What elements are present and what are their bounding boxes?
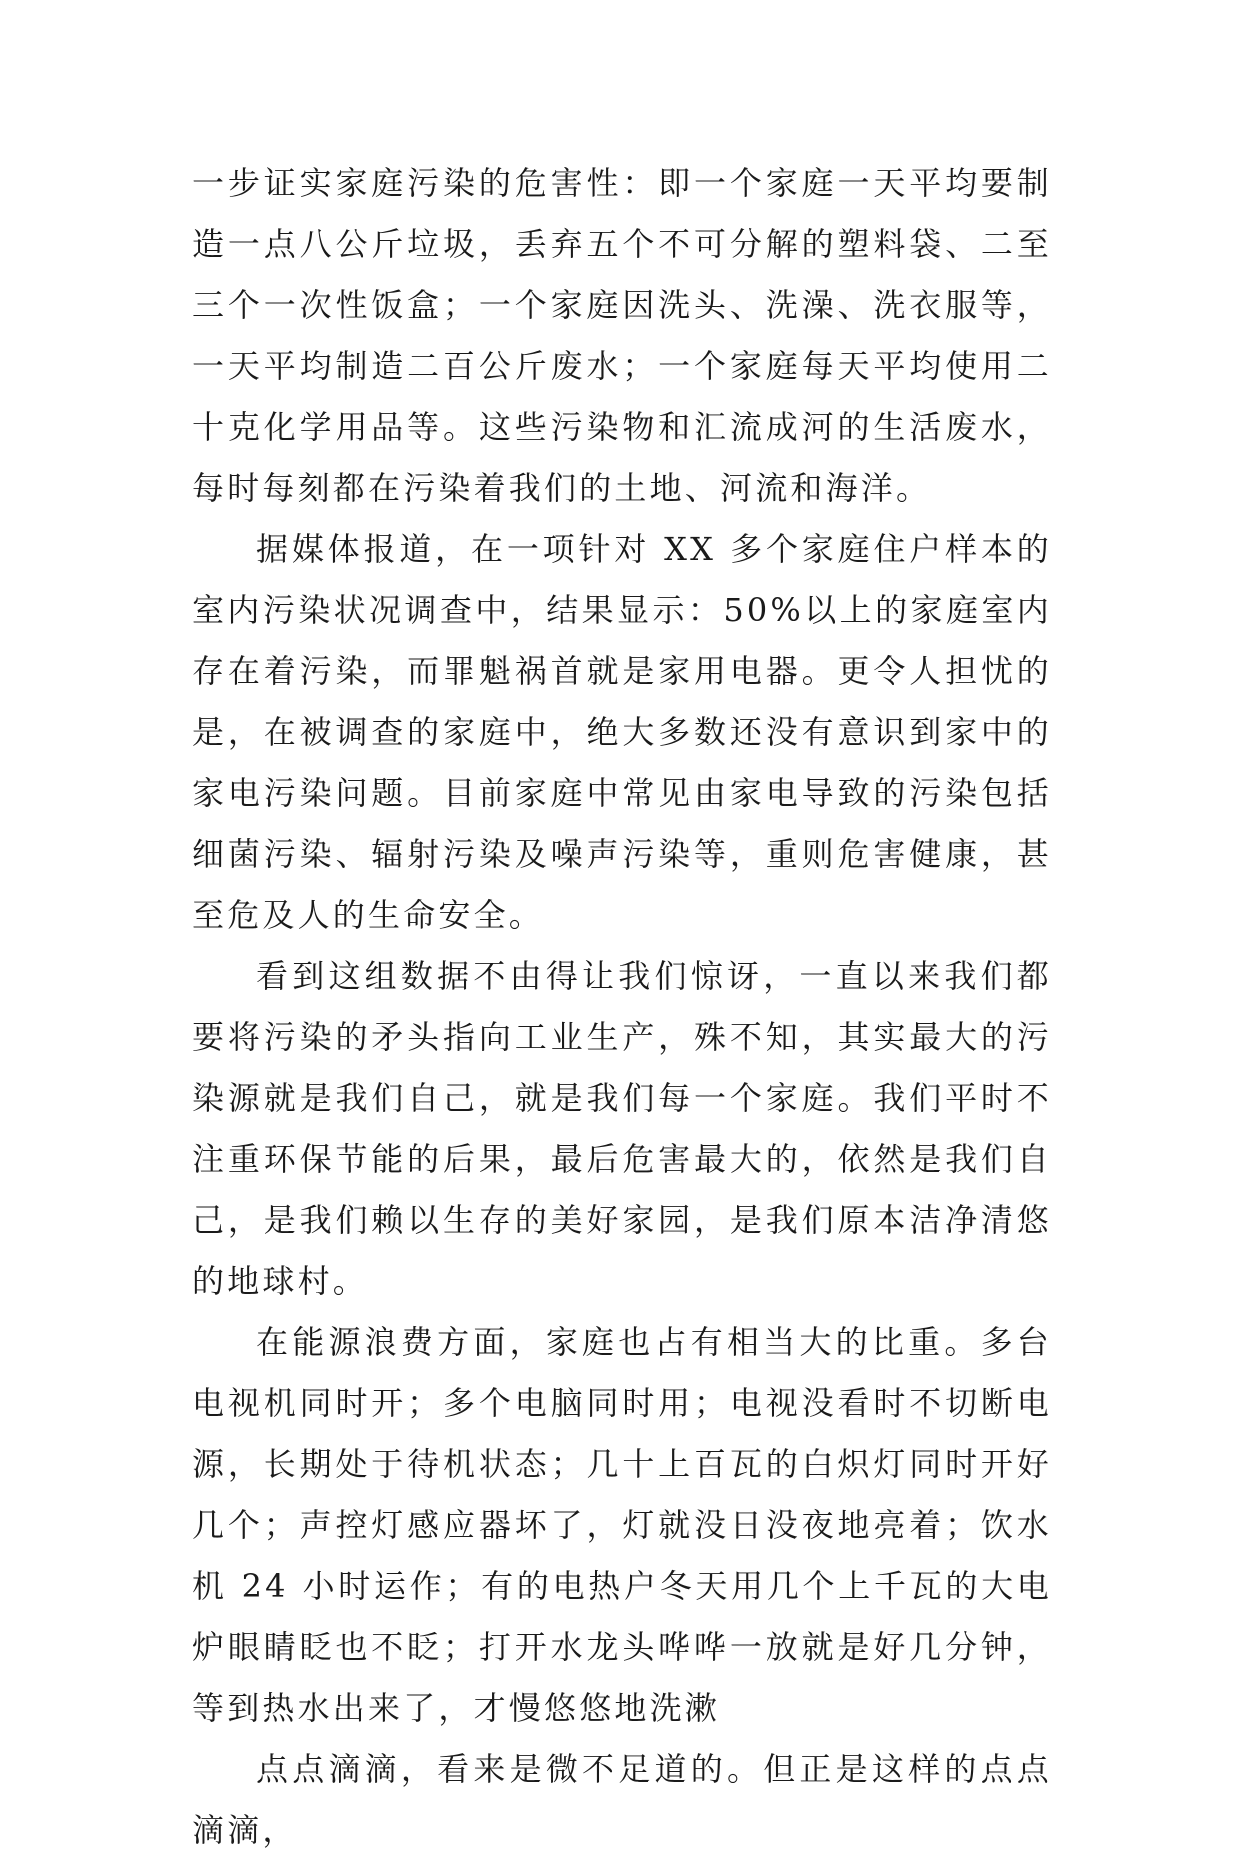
paragraph-conclusion-fragment: 点点滴滴，看来是微不足道的。但正是这样的点点滴滴， (192, 1750, 1052, 1849)
paragraph-media-report: 据媒体报道，在一项针对 XX 多个家庭住户样本的室内污染状况调查中，结果显示：50%以上的家庭室内存在着污染，而罪魁祸首就是家用电器。更令人担忧的是，在被调查的家庭中，绝大多数还没有意识到家中的家电污染问题。目前家庭中常见由家电导致的污染包括细菌污染、辐射污染及噪声污染等，重则危害健康，甚至危及人的生命安全。 (192, 530, 1052, 934)
paragraph-household-pollution-stats: 一步证实家庭污染的危害性：即一个家庭一天平均要制造一点八公斤垃圾，丢弃五个不可分解的塑料袋、二至三个一次性饭盒；一个家庭因洗头、洗澡、洗衣服等，一天平均制造二百公斤废水；一个家庭每天平均使用二十克化学用品等。这些污染物和汇流成河的生活废水，每时每刻都在污染着我们的土地、河流和海洋。 (192, 164, 1052, 507)
document-body (192, 153, 1052, 1861)
paragraph-energy-waste: 在能源浪费方面，家庭也占有相当大的比重。多台电视机同时开；多个电脑同时用；电视没看时不切断电源，长期处于待机状态；几十上百瓦的白炽灯同时开好几个；声控灯感应器坏了，灯就没日没夜地亮着；饮水机 24 小时运作；有的电热户冬天用几个上千瓦的大电炉眼睛眨也不眨；打开水龙头哗哗一放就是好几分钟，等到热水出来了，才慢悠悠地洗漱 (192, 1323, 1052, 1727)
paragraph-reflection: 看到这组数据不由得让我们惊讶，一直以来我们都要将污染的矛头指向工业生产，殊不知，其实最大的污染源就是我们自己，就是我们每一个家庭。我们平时不注重环保节能的后果，最后危害最大的，依然是我们自己，是我们赖以生存的美好家园，是我们原本洁净清悠的地球村。 (192, 957, 1052, 1300)
